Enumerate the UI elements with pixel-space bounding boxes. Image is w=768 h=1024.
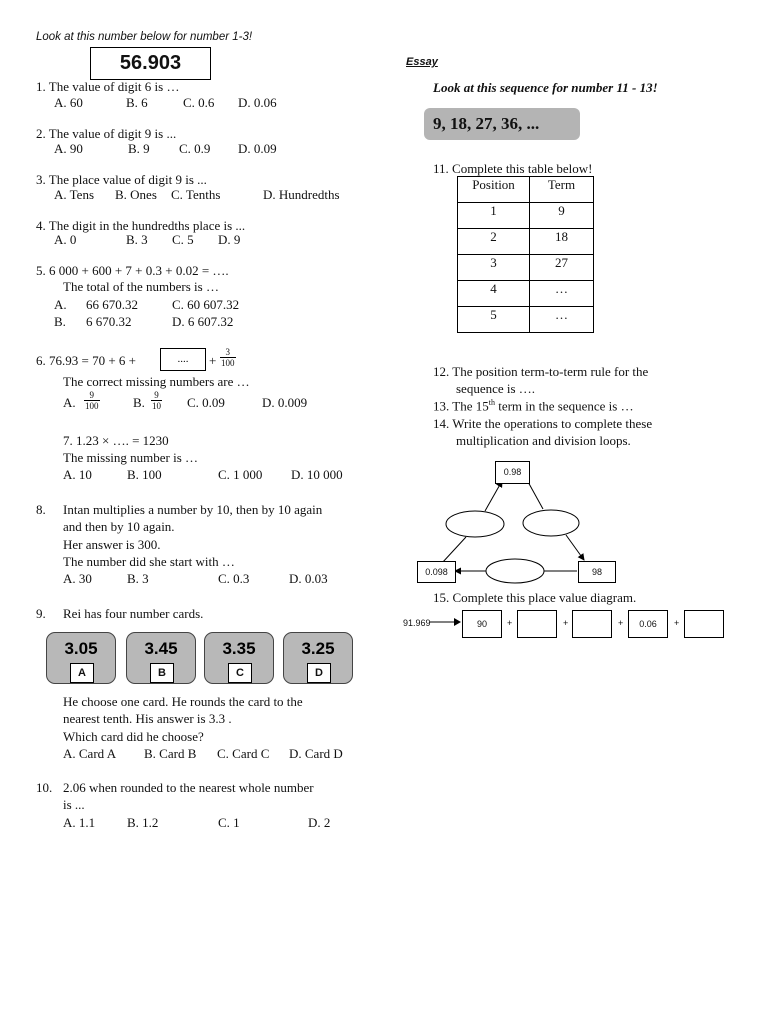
q6-option-b[interactable] <box>151 390 162 411</box>
card-b-label: B <box>150 663 174 683</box>
sequence-box: 9, 18, 27, 36, ... <box>424 108 580 140</box>
q2-stem: 2. The value of digit 9 is ... <box>36 126 177 141</box>
q2-option-b[interactable]: B. 9 <box>128 141 150 156</box>
q1-option-c[interactable]: C. 0.6 <box>183 95 215 110</box>
sequence-table <box>457 176 594 333</box>
table-cell-position: 2 <box>458 229 530 255</box>
q8-option-c[interactable]: C. 0.3 <box>218 571 250 586</box>
table-row <box>458 307 594 333</box>
place-value-box-2[interactable] <box>517 610 557 638</box>
q8-line-1: Intan multiplies a number by 10, then by 10 again <box>63 502 323 517</box>
q10-option-a[interactable]: A. 1.1 <box>63 815 96 830</box>
place-value-plus: + <box>563 618 569 628</box>
loop-left-value: 0.098 <box>417 561 456 583</box>
q13-superscript: th <box>488 398 495 407</box>
q8-option-d[interactable]: D. 0.03 <box>289 571 328 586</box>
loop-arrow <box>566 535 584 560</box>
q4-option-c[interactable]: C. 5 <box>172 232 194 247</box>
table-cell-position: 5 <box>458 307 530 333</box>
q9-option-d[interactable]: D. Card D <box>289 746 343 761</box>
q9-option-c[interactable]: C. Card C <box>217 746 270 761</box>
loop-top-value: 0.98 <box>495 461 530 484</box>
loop-connector <box>527 480 543 509</box>
loop-right-value: 98 <box>578 561 616 583</box>
number-56-903: 56.903 <box>90 47 211 80</box>
q6-option-b-letter[interactable]: B. <box>133 395 145 410</box>
loop-arrow <box>485 481 502 511</box>
q10-line-2: is ... <box>63 797 85 812</box>
loop-operation-right[interactable] <box>523 510 579 536</box>
q9-line-2: nearest tenth. His answer is 3.3 . <box>63 711 232 726</box>
table-header-position: Position <box>458 177 530 203</box>
q5-option-a[interactable]: 66 670.32 <box>86 297 138 312</box>
q9-line-1: He choose one card. He rounds the card to the <box>63 694 303 709</box>
number-card-a[interactable] <box>46 632 116 684</box>
card-c-label: C <box>228 663 252 683</box>
q15-stem: 15. Complete this place value diagram. <box>433 590 637 605</box>
place-value-box-4: 0.06 <box>628 610 668 638</box>
q5-option-b-letter[interactable]: B. <box>54 314 66 329</box>
q12-line-2: sequence is …. <box>456 381 536 396</box>
q4-option-a[interactable]: A. 0 <box>54 232 77 247</box>
q13-stem <box>433 398 634 414</box>
table-cell-term[interactable]: … <box>530 281 594 307</box>
q7-option-a[interactable]: A. 10 <box>63 467 92 482</box>
q3-stem: 3. The place value of digit 9 is ... <box>36 172 207 187</box>
place-value-plus: + <box>618 618 624 628</box>
q1-option-a[interactable]: A. 60 <box>54 95 83 110</box>
q5-subtext: The total of the numbers is … <box>63 279 219 294</box>
place-value-box-3[interactable] <box>572 610 612 638</box>
place-value-box-5[interactable] <box>684 610 724 638</box>
q1-stem: 1. The value of digit 6 is … <box>36 79 180 94</box>
table-header-row <box>458 177 594 203</box>
q7-option-b[interactable]: B. 100 <box>127 467 162 482</box>
card-b-value: 3.45 <box>144 639 178 658</box>
table-row <box>458 229 594 255</box>
loop-operation-bottom[interactable] <box>486 559 544 583</box>
card-a-label: A <box>70 663 94 683</box>
q6-a-numerator: 9 <box>84 390 100 401</box>
table-row <box>458 203 594 229</box>
q3-option-a[interactable]: A. Tens <box>54 187 95 202</box>
q9-stem: Rei has four number cards. <box>63 606 204 621</box>
q6-fraction-numerator: 3 <box>220 347 236 358</box>
q6-option-c[interactable]: C. 0.09 <box>187 395 225 410</box>
q12-line-1: 12. The position term-to-term rule for the <box>433 364 649 379</box>
card-d-value: 3.25 <box>301 639 335 658</box>
number-card-d[interactable] <box>283 632 353 684</box>
q6-stem: 6. 76.93 = 70 + 6 + <box>36 353 136 368</box>
q9-number: 9. <box>36 606 46 621</box>
q10-option-b[interactable]: B. 1.2 <box>127 815 159 830</box>
card-d-label: D <box>307 663 331 683</box>
essay-heading: Essay <box>406 56 438 68</box>
q6-option-a-letter[interactable]: A. <box>63 395 76 410</box>
table-row <box>458 281 594 307</box>
q6-option-a[interactable] <box>84 390 100 411</box>
arrow-right-icon <box>430 617 462 627</box>
q10-number: 10. <box>36 780 53 795</box>
table-cell-position: 3 <box>458 255 530 281</box>
q6-a-denominator: 100 <box>85 401 99 411</box>
q6-option-d[interactable]: D. 0.009 <box>262 395 308 410</box>
q13-pre: 13. The 15 <box>433 398 489 414</box>
q5-option-a-letter[interactable]: A. <box>54 297 67 312</box>
q6-b-denominator: 10 <box>152 401 161 411</box>
q7-stem: 7. 1.23 × …. = 1230 <box>63 433 169 448</box>
card-a-value: 3.05 <box>64 639 98 658</box>
q2-option-c[interactable]: C. 0.9 <box>179 141 211 156</box>
table-row <box>458 255 594 281</box>
q7-option-c[interactable]: C. 1 000 <box>218 467 263 482</box>
q6-subtext: The correct missing numbers are … <box>63 374 250 389</box>
q7-option-d[interactable]: D. 10 000 <box>291 467 343 482</box>
q5-option-d[interactable]: D. 6 607.32 <box>172 314 234 329</box>
card-c-value: 3.35 <box>222 639 256 658</box>
instruction-11-13: Look at this sequence for number 11 - 13! <box>433 80 658 95</box>
q3-option-b[interactable]: B. Ones <box>115 187 157 202</box>
place-value-start: 91.969 <box>403 618 431 628</box>
table-cell-term[interactable]: … <box>530 307 594 333</box>
table-cell-term: 18 <box>530 229 594 255</box>
q6-answer-box[interactable]: .... <box>160 348 206 371</box>
q14-line-1: 14. Write the operations to complete these <box>433 416 653 431</box>
table-cell-term: 9 <box>530 203 594 229</box>
place-value-box-1: 90 <box>462 610 502 638</box>
q5-option-b[interactable]: 6 670.32 <box>86 314 132 329</box>
q4-stem: 4. The digit in the hundredths place is ... <box>36 218 246 233</box>
q6-b-numerator: 9 <box>151 390 162 401</box>
q10-option-c[interactable]: C. 1 <box>218 815 240 830</box>
loop-connector <box>442 537 466 563</box>
q3-option-c[interactable]: C. Tenths <box>171 187 221 202</box>
q8-line-3: Her answer is 300. <box>63 537 161 552</box>
q11-stem: 11. Complete this table below! <box>433 161 593 176</box>
place-value-plus: + <box>674 618 680 628</box>
q5-option-c[interactable]: C. 60 607.32 <box>172 297 240 312</box>
table-cell-position: 1 <box>458 203 530 229</box>
table-header-term: Term <box>530 177 594 203</box>
q6-fraction <box>220 347 236 368</box>
loop-operation-left[interactable] <box>446 511 504 537</box>
q9-option-b[interactable]: B. Card B <box>144 746 197 761</box>
q9-line-3: Which card did he choose? <box>63 729 204 744</box>
q1-option-d[interactable]: D. 0.06 <box>238 95 277 110</box>
q10-option-d[interactable]: D. 2 <box>308 815 331 830</box>
q5-stem: 5. 6 000 + 600 + 7 + 0.3 + 0.02 = …. <box>36 263 229 278</box>
q6-fraction-denominator: 100 <box>221 358 235 368</box>
q4-option-d[interactable]: D. 9 <box>218 232 241 247</box>
q7-subtext: The missing number is … <box>63 450 199 465</box>
q8-option-a[interactable]: A. 30 <box>63 571 92 586</box>
q9-option-a[interactable]: A. Card A <box>63 746 117 761</box>
q8-number: 8. <box>36 502 46 517</box>
number-card-b[interactable] <box>126 632 196 684</box>
place-value-plus: + <box>507 618 513 628</box>
q10-line-1: 2.06 when rounded to the nearest whole number <box>63 780 314 795</box>
q4-option-b[interactable]: B. 3 <box>126 232 148 247</box>
instruction-1-3: Look at this number below for number 1-3! <box>36 31 253 43</box>
q1-option-b[interactable]: B. 6 <box>126 95 148 110</box>
q8-option-b[interactable]: B. 3 <box>127 571 149 586</box>
q8-line-4: The number did she start with … <box>63 554 235 569</box>
q13-post: term in the sequence is … <box>494 398 634 414</box>
q14-line-2: multiplication and division loops. <box>456 433 631 448</box>
number-card-c[interactable] <box>204 632 274 684</box>
q6-plus: + <box>209 353 217 368</box>
q2-option-a[interactable]: A. 90 <box>54 141 83 156</box>
q2-option-d[interactable]: D. 0.09 <box>238 141 277 156</box>
table-cell-term: 27 <box>530 255 594 281</box>
q3-option-d[interactable]: D. Hundredths <box>263 187 340 202</box>
q8-line-2: and then by 10 again. <box>63 519 175 534</box>
table-cell-position: 4 <box>458 281 530 307</box>
